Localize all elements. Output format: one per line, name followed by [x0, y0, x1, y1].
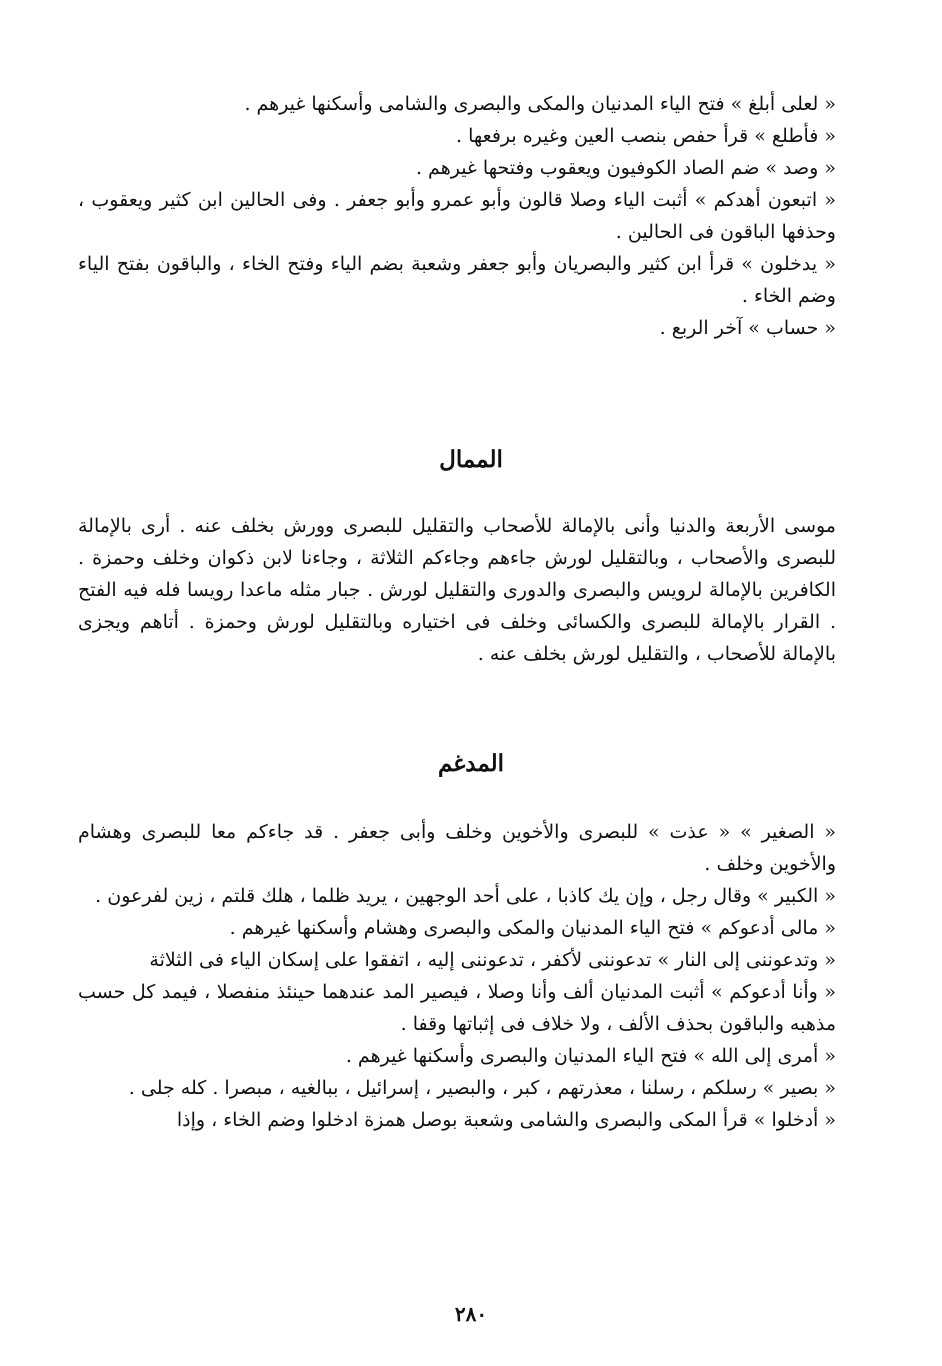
paragraph-amri-ila-allah: « أمرى إلى الله » فتح الياء المدنيان والبصرى وأسكنها غيرهم . — [345, 1045, 836, 1067]
paragraph-saghir: « الصغير » « عذت » للبصرى والأخوين وخلف وأبى جعفر . قد جاءكم معا للبصرى وهشام والأخوين وخلف . — [78, 821, 836, 875]
paragraph-ittabiuni: « اتبعون أهدكم » أثبت الياء وصلا قالون وأبو عمرو وأبو جعفر . وفى الحالين ابن كثير ويعقوب ، وحذفها الباقون فى الحالين . — [78, 189, 836, 243]
paragraph-hisab: « حساب » آخر الربع . — [659, 317, 836, 339]
section-readings — [78, 88, 836, 344]
section-mumal — [78, 510, 836, 670]
heading-mumal: الممال — [439, 446, 503, 473]
paragraph-wa-ana-adukum: « وأنا أدعوكم » أثبت المدنيان ألف وأنا وصلا ، فيصير المد عندهما حينئذ منفصلا ، فيمد كل حسب مذهبه والباقون بحذف الألف ، ولا خلاف فى إثباتها وقفا . — [78, 981, 836, 1035]
paragraph-kabir: « الكبير » وقال رجل ، وإن يك كاذبا ، على أحد الوجهين ، يريد ظلما ، هلك قلتم ، زين لفرعون . — [95, 885, 836, 907]
paragraph-mumal-body: موسى الأربعة والدنيا وأنى بالإمالة للأصحاب والتقليل للبصرى وورش بخلف عنه . أرى بالإمالة للبصرى والأصحاب ، وبالتقليل لورش جاءهم وجاءكم الثلاثة ، وجاءنا لابن ذكوان وخلف وحمزة . الكافرين بالإمالة لرويس والبصرى والدورى والتقليل لورش . جبار مثله ماعدا رويسا فله فيه الفتح . القرار بالإمالة للبصرى والكسائى وخلف فى اختياره وبالتقليل لورش وحمزة . أتاهم ويجزى بالإمالة للأصحاب ، والتقليل لورش بخلف عنه . — [78, 515, 836, 665]
paragraph-tadunani: « وتدعوننى إلى النار » تدعوننى لأكفر ، تدعوننى إليه ، اتفقوا على إسكان الياء فى الثلاثة — [149, 949, 836, 971]
paragraph-yadkhuluna: « يدخلون » قرأ ابن كثير والبصريان وأبو جعفر وشعبة بضم الياء وفتح الخاء ، والباقون بفتح الياء وضم الخاء . — [78, 253, 836, 307]
paragraph-laalli-ablugh: « لعلى أبلغ » فتح الياء المدنيان والمكى والبصرى والشامى وأسكنها غيرهم . — [244, 93, 836, 115]
section-mudgham — [78, 816, 836, 1136]
heading-mudgham: المدغم — [437, 750, 505, 777]
paragraph-wasudda: « وصد » ضم الصاد الكوفيون ويعقوب وفتحها غيرهم . — [415, 157, 836, 179]
paragraph-faattalia: « فأطلع » قرأ حفص بنصب العين وغيره برفعها . — [456, 125, 836, 147]
paragraph-udkhulu: « أدخلوا » قرأ المكى والبصرى والشامى وشعبة بوصل همزة ادخلوا وضم الخاء ، وإذا — [176, 1109, 836, 1131]
page-number: ٢٨٠ — [454, 1302, 488, 1326]
paragraph-mali-adukum: « مالى أدعوكم » فتح الياء المدنيان والمكى والبصرى وهشام وأسكنها غيرهم . — [229, 917, 836, 939]
paragraph-basir: « بصير » رسلكم ، رسلنا ، معذرتهم ، كبر ، والبصير ، إسرائيل ، ببالغيه ، مبصرا . كله جلى . — [128, 1077, 836, 1099]
